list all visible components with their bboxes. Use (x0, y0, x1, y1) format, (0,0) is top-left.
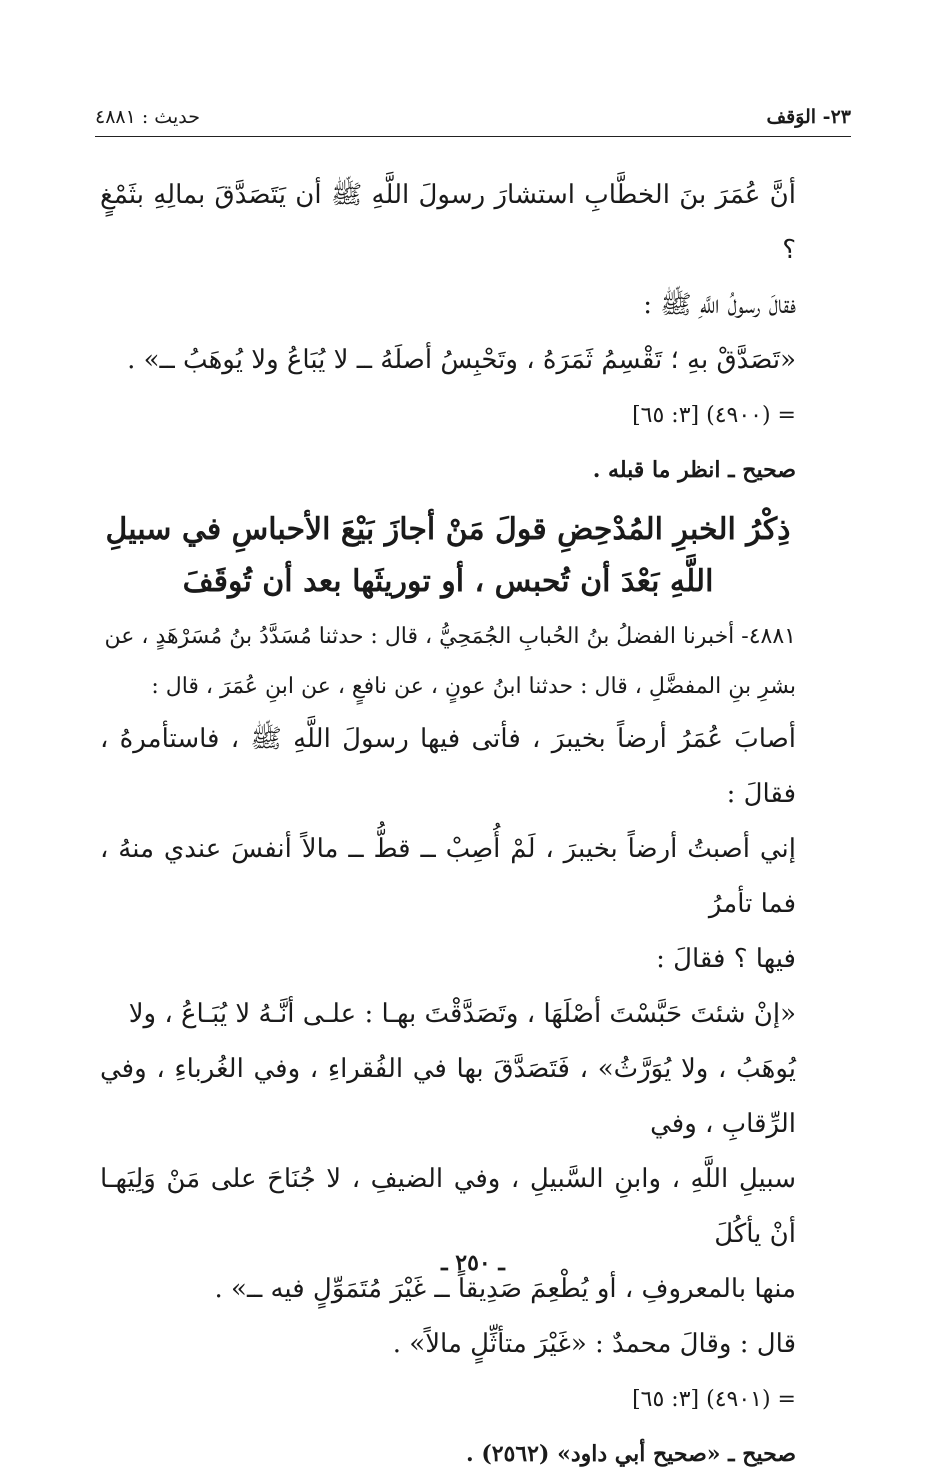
quote-line: سبيلِ اللَّهِ ، وابنِ السَّبيلِ ، وفي الضيفِ ، لا جُنَاحَ على مَنْ وَلِيَهـا أنْ يأكُلَ (100, 1164, 796, 1249)
chapter-title: ٢٣- الوَقف (766, 106, 851, 128)
note-line: قال : وقالَ محمدٌ : «غَيْرَ متأثِّلٍ مالاً» . (392, 1329, 796, 1359)
text-line: فيها ؟ فقالَ : (656, 944, 796, 974)
isnad-line: ٤٨٨١- أخبرنا الفضلُ بنُ الحُبابِ الجُمَحِيُّ ، قال : حدثنا مُسَدَّدُ بنُ مُسَرْهَدٍ ، عن (104, 624, 796, 649)
chapter-heading (100, 504, 796, 608)
grading: صحيح ـ «صحيح أبي داود» (٢٥٦٢) . (466, 1441, 796, 1467)
quote-line: «إنْ شئتَ حَبَّسْتَ أصْلَهَا ، وتَصَدَّقْتَ بهـا : علـى أنَّـهُ لا يُبَـاعُ ، ولا (128, 999, 796, 1029)
text-line: إني أصبتُ أرضاً بخيبرَ ، لَمْ أُصِبْ ــ قطُّ ــ مالاً أنفسَ عندي منهُ ، فما تأمرُ (100, 834, 796, 919)
cross-reference: = (٤٩٠١) [٣: ٦٥] (632, 1387, 796, 1412)
hadith-reference: حديث : ٤٨٨١ (95, 106, 200, 128)
text-line: «تَصَدَّقْ بهِ ؛ تَقْسِمُ ثَمَرَهُ ، وتَحْبِسُ أصلَهُ ــ لا يُبَاعُ ولا يُوهَبُ ــ» . (127, 345, 796, 375)
isnad-line: بشرِ بنِ المفضَّلِ ، قال : حدثنا ابنُ عونٍ ، عن نافعٍ ، عن ابنِ عُمَرَ ، قال : (151, 674, 796, 699)
chapter-heading-line: اللَّهِ بَعْدَ أن تُحبس ، أو توريثَها بعد أن تُوقَفَ (182, 564, 714, 599)
text-line: أصابَ عُمَرُ أرضاً بخيبرَ ، فأتى فيها رسولَ اللَّهِ ﷺ ، فاستأمرهُ ، فقالَ : (100, 724, 796, 809)
quote-line: منها بالمعروفِ ، أو يُطْعِمَ صَدِيقاً ــ غَيْرَ مُتَمَوِّلٍ فيه ــ» . (214, 1274, 796, 1304)
page-header (95, 98, 851, 137)
quote-line: يُوهَبُ ، ولا يُوَرَّثُ» ، فَتَصَدَّقَ بها في الفُقراءِ ، وفي الغُرباءِ ، وفي الرِّقابِ ، وفي (100, 1054, 796, 1139)
text-line: فقالَ رسولُ اللَّهِ ﷺ : (643, 290, 796, 320)
grading: صحيح ـ انظر ما قبله . (592, 457, 796, 483)
chapter-heading-line: ذِكْرُ الخبرِ المُدْحِضِ قولَ مَنْ أجازَ بَيْعَ الأحباسِ في سبيلِ (105, 512, 791, 547)
page-body (100, 168, 796, 1482)
page-number: ـ ٢٥٠ ـ (441, 1250, 505, 1276)
text-line: أنَّ عُمَرَ بنَ الخطَّابِ استشارَ رسولَ اللَّهِ ﷺ أن يَتَصَدَّقَ بمالِهِ بثَمْغٍ ؟ (100, 180, 796, 265)
cross-reference: = (٤٩٠٠) [٣: ٦٥] (632, 403, 796, 428)
